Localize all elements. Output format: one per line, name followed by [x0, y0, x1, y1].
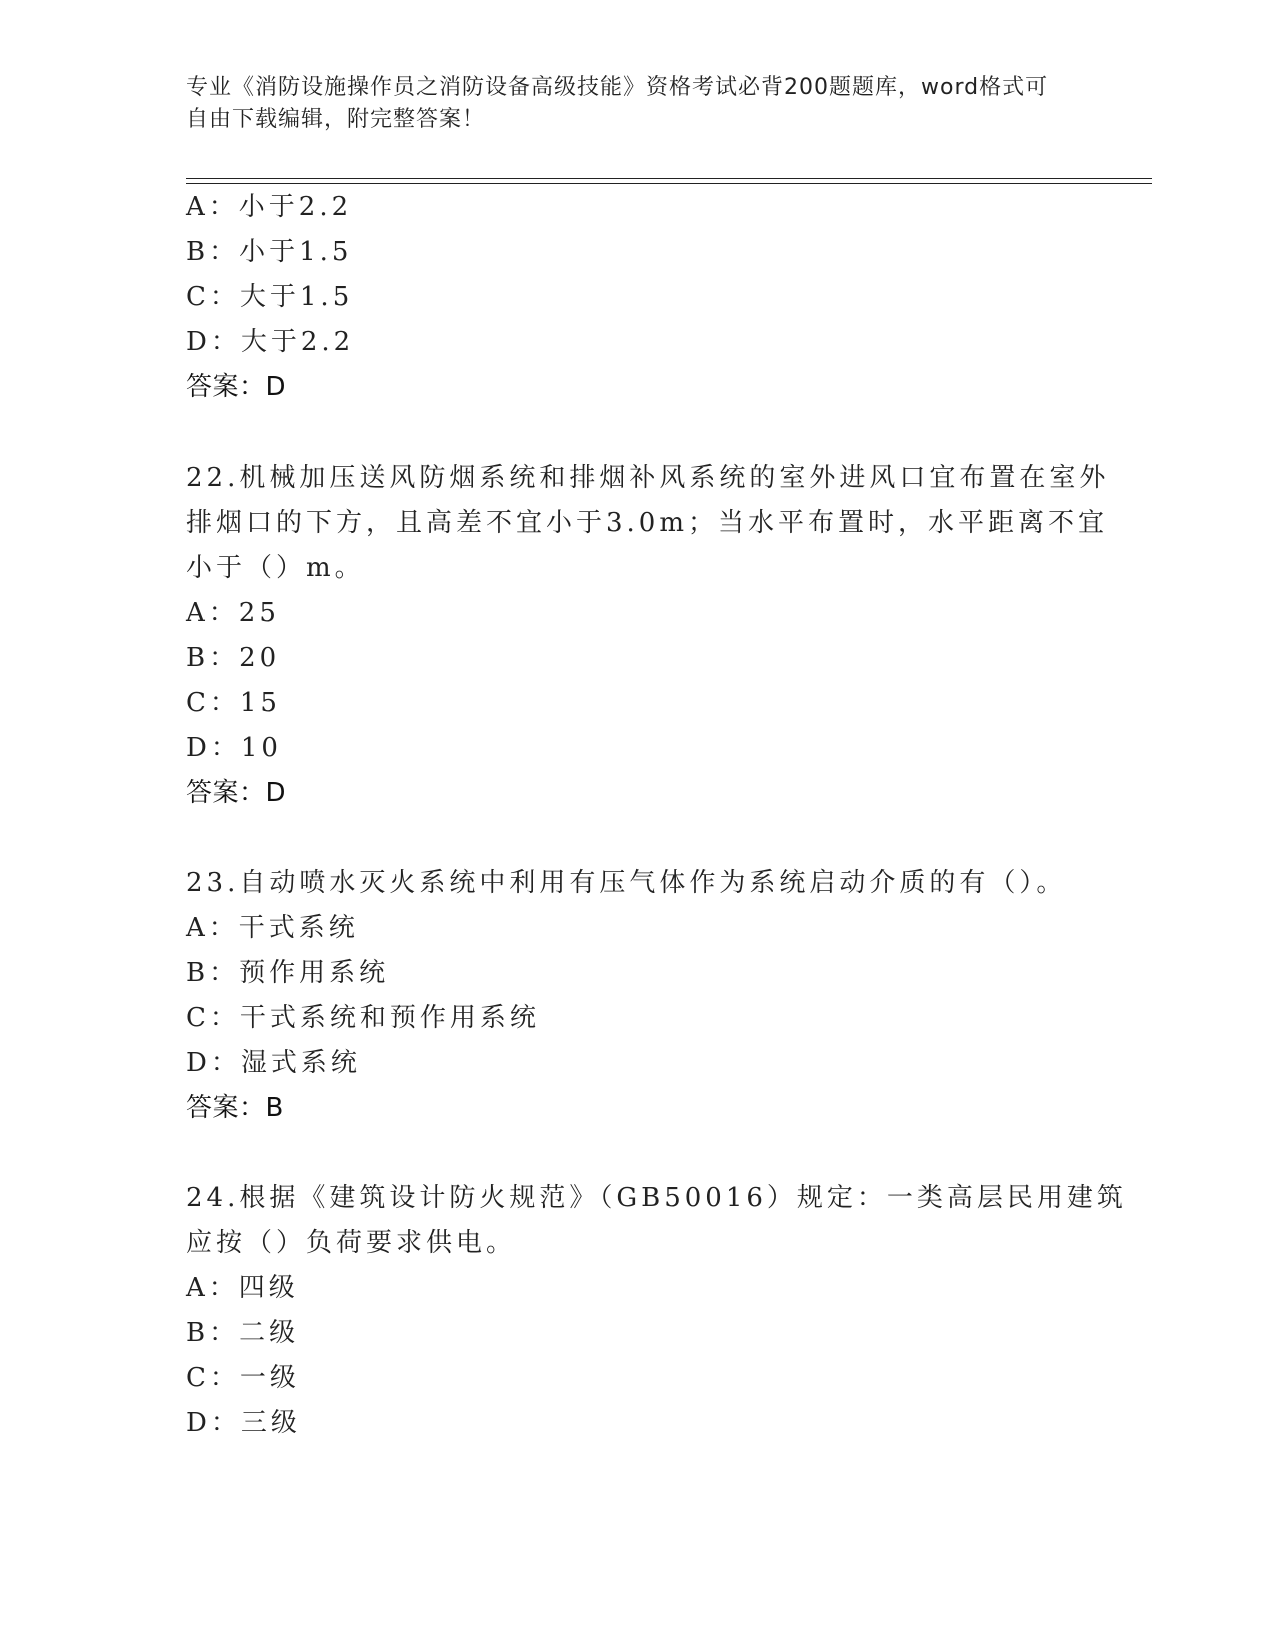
option-a: A：四级: [186, 1273, 299, 1303]
question-stem: 排烟口的下方，且高差不宜小于3.0m；当水平布置时，水平距离不宜: [186, 508, 1109, 538]
question-stem: 应按（）负荷要求供电。: [186, 1228, 517, 1258]
option-a: A：小于2.2: [186, 192, 353, 222]
option-d: D：三级: [186, 1408, 301, 1438]
option-b: B：二级: [186, 1318, 300, 1348]
question-stem: 22.机械加压送风防烟系统和排烟补风系统的室外进风口宜布置在室外: [186, 463, 1110, 493]
answer: 答案：D: [186, 372, 287, 402]
question-stem: 小于（）m。: [186, 553, 365, 583]
option-c: C：一级: [186, 1363, 300, 1393]
question-stem: 24.根据《建筑设计防火规范》（GB50016）规定：一类高层民用建筑: [186, 1183, 1127, 1213]
option-d: D：湿式系统: [186, 1048, 361, 1078]
answer: 答案：B: [186, 1093, 284, 1123]
option-b: B：小于1.5: [186, 237, 353, 267]
option-a: A：干式系统: [186, 913, 359, 943]
option-d: D：大于2.2: [186, 327, 355, 357]
option-b: B：预作用系统: [186, 958, 390, 988]
header-rule-bottom: [186, 183, 1152, 184]
option-b: B：20: [186, 643, 281, 673]
answer: 答案：D: [186, 778, 287, 808]
header-rule-top: [186, 178, 1152, 179]
option-d: D：10: [186, 733, 282, 763]
document-header: 专业《消防设施操作员之消防设备高级技能》资格考试必背200题题库，word格式可自由下载编辑，附完整答案！: [186, 75, 1049, 132]
question-stem: 23.自动喷水灭火系统中利用有压气体作为系统启动介质的有（）。: [186, 868, 1067, 898]
option-a: A：25: [186, 598, 280, 628]
option-c: C：15: [186, 688, 281, 718]
option-c: C：大于1.5: [186, 282, 354, 312]
option-c: C：干式系统和预作用系统: [186, 1003, 540, 1033]
